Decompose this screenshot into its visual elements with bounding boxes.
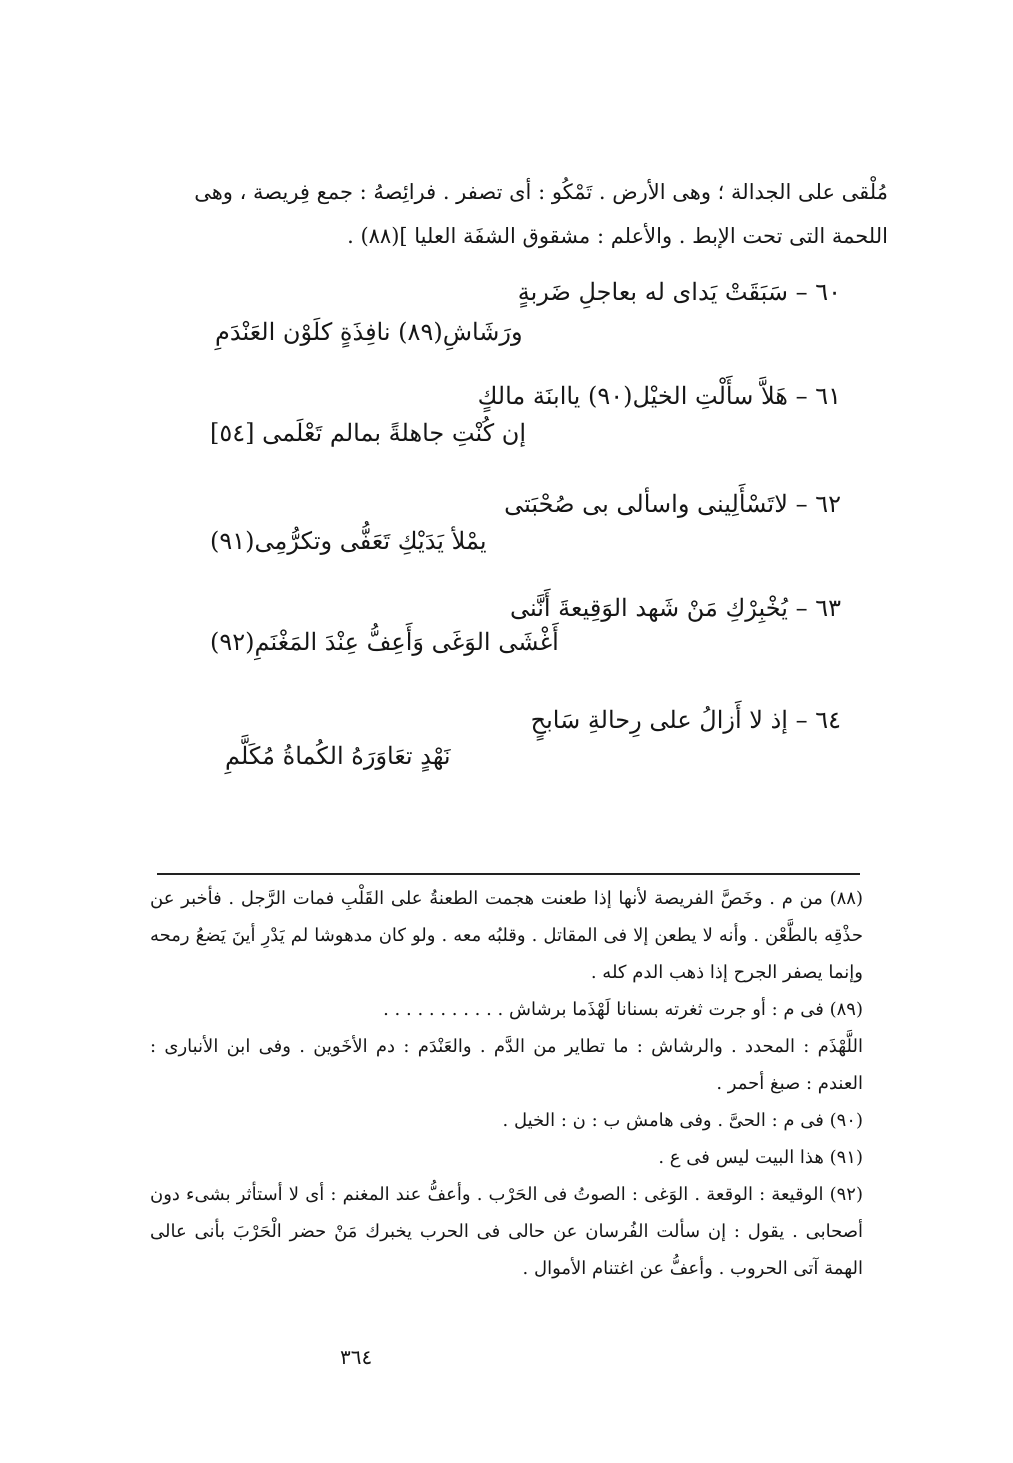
verse-number: ٦١ – [795,382,841,410]
page-number: ٣٦٤ [340,1345,373,1369]
verse-hemistich-first: لاتَسْأَلِينى واسألى بى صُحْبَتى [504,490,788,518]
verse-number: ٦٠ – [795,278,841,306]
verse-hemistich-first: سَبَقَتْ يَداى له بعاجلِ ضَربةٍ [517,278,788,306]
verse-hemistich-first: يُخْبِرْكِ مَنْ شَهد الوَقِيعةَ أَنَّنى [509,594,788,622]
footnote: اللَّهْذَم : المحدد . والرشاش : ما تطاير من الدَّم . والعَنْدَم : دم الأخَوين . وفى ابن الأنبارى : العندم : صبغ أحمر . [150,1036,863,1094]
verse-hemistich-first: هَلاَّ سأَلْتِ الخيْل(٩٠) ياابنَة مالكٍ [477,382,788,410]
footnote: (٩١) هذا البيت ليس فى ع . [658,1147,863,1168]
verse-number: ٦٣ – [795,594,841,622]
verse-hemistich-second: إن كُنْتِ جاهلةً بمالم تَعْلَمى [٥٤] [210,419,527,447]
verse-number: ٦٤ – [795,706,841,734]
footnote-divider [157,873,860,875]
intro-line: مُلْقى على الجدالة ؛ وهى الأرض . تَمْكُو : أى تصفر . فرائِصهُ : جمع فِريصة ، وهى [194,180,888,204]
verse-number: ٦٢ – [795,490,841,518]
verse-hemistich-second: أَغْشَى الوَغَى وَأَعِفُّ عِنْدَ المَغْنَمِ(٩٢) [210,628,559,656]
footnotes [150,880,863,1287]
verse-hemistich-first: إذ لا أَزالُ على رِحالةِ سَابحٍ [530,706,788,734]
footnote: (٩٢) الوقيعة : الوقعة . الوَغى : الصوتُ فى الحَرْب . وأعفُّ عند المغنم : أى لا أستأثر بشىء دون أصحابى . يقول : إن سألت الفُرسان عن حالى فى الحرب يخبرك مَنْ حضر الْحَرْبَ بأنى عالى الهمة آتى الحروب . وأعفُّ عن اغتنام الأموال . [150,1184,863,1279]
intro-line: اللحمة التى تحت الإبط . والأعلم : مشقوق الشفَة العليا ](٨٨) . [347,224,888,248]
verse-hemistich-second: نَهْدٍ تعَاوَرَهُ الكُماةُ مُكَلَّمِ [225,742,451,770]
footnote: (٨٨) من م . وخَصَّ الفريصة لأنها إذا طعنت هجمت الطعنةُ على القَلْبِ فمات الرَّجل . فأخبر عن حذْقِه بالطَّعْن . وأنه لا يطعن إلا فى المقاتل . وقلبُه معه . ولو كان مدهوشا لم يَدْرِ أينَ يَضعُ رمحه وإنما يصفر الجرح إذا ذهب الدم كله . [150,888,863,983]
verse-hemistich-second: ورَشَاشِ(٨٩) نافِذَةٍ كلَوْن العَنْدَمِ [215,318,523,346]
footnote: (٩٠) فى م : الحىَّ . وفى هامش ب : ن : الخيل . [502,1110,863,1131]
intro-paragraph [175,170,888,258]
footnote: (٨٩) فى م : أو جرت ثغرته بسنانا لَهْذَما برشاش . . . . . . . . . . . [383,999,863,1020]
verse-hemistich-second: يمْلأ يَدَيْكِ تَعَفُّى وتكرُّمِى(٩١) [210,527,487,555]
